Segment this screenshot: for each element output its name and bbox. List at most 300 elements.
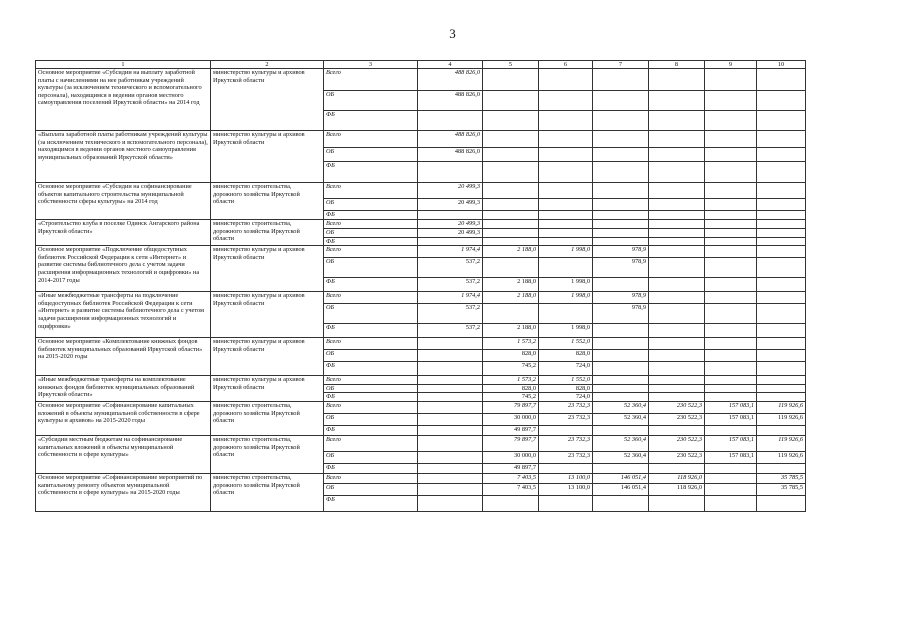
- table-row: [36, 435, 806, 451]
- measure-description: Основное мероприятие «Подключение общедоступных библиотек Российской Федерации к сети «Интернет» и развитие системы библиотечного дела с учетом задачи расширения информационных технологий и оцифровки» на 2014-2017 годы: [36, 246, 211, 292]
- funding-source: ОБ: [324, 451, 418, 463]
- amount-cell: [418, 237, 483, 246]
- amount-cell: 119 926,6: [757, 435, 806, 451]
- amount-cell: 79 897,7: [483, 401, 539, 413]
- responsible-executor: министерство строительства, дорожного хозяйства Иркутской области: [211, 401, 324, 435]
- responsible-executor: министерство строительства, дорожного хозяйства Иркутской области: [211, 220, 324, 246]
- amount-cell: [649, 69, 705, 91]
- amount-cell: [483, 258, 539, 278]
- amount-cell: 828,0: [483, 350, 539, 362]
- measure-description: «Строительство клуба в поселке Одинск Ангарского района Иркутской области»: [36, 220, 211, 246]
- amount-cell: [757, 292, 806, 304]
- amount-cell: [757, 229, 806, 238]
- amount-cell: [593, 229, 649, 238]
- amount-cell: [483, 304, 539, 324]
- amount-cell: 157 083,1: [705, 413, 757, 425]
- measure-description: «Субсидии местным бюджетам на софинансирование капитальных вложений в объекты муниципальной собственности в сфере культуры»: [36, 435, 211, 473]
- amount-cell: [418, 393, 483, 402]
- amount-cell: [483, 69, 539, 91]
- amount-cell: [649, 211, 705, 220]
- funding-source: Всего: [324, 69, 418, 91]
- amount-cell: [705, 463, 757, 473]
- column-header-7: 7: [593, 61, 649, 69]
- funding-source: ФБ: [324, 324, 418, 338]
- amount-cell: 2 188,0: [483, 324, 539, 338]
- amount-cell: 23 732,3: [539, 401, 593, 413]
- amount-cell: [705, 350, 757, 362]
- amount-cell: [418, 413, 483, 425]
- amount-cell: [705, 376, 757, 385]
- funding-source: ФБ: [324, 211, 418, 220]
- amount-cell: [757, 324, 806, 338]
- amount-cell: 488 826,0: [418, 91, 483, 111]
- amount-cell: [705, 246, 757, 258]
- amount-cell: [649, 425, 705, 435]
- amount-cell: [649, 338, 705, 350]
- funding-source: Всего: [324, 338, 418, 350]
- measure-description: Основное мероприятие «Субсидии на софинансирование объектов капитального строительства муниципальной собственности сферы культуры» на 2014 год: [36, 183, 211, 220]
- amount-cell: 745,2: [483, 362, 539, 376]
- funding-source: ФБ: [324, 111, 418, 131]
- amount-cell: [483, 237, 539, 246]
- funding-source: ФБ: [324, 362, 418, 376]
- program-funding-table: [35, 60, 806, 512]
- amount-cell: [593, 111, 649, 131]
- amount-cell: 119 926,6: [757, 401, 806, 413]
- amount-cell: [483, 148, 539, 162]
- amount-cell: [757, 131, 806, 148]
- amount-cell: 119 926,6: [757, 413, 806, 425]
- amount-cell: 745,2: [483, 393, 539, 402]
- amount-cell: [418, 473, 483, 483]
- funding-source: ОБ: [324, 91, 418, 111]
- responsible-executor: министерство строительства, дорожного хозяйства Иркутской области: [211, 435, 324, 473]
- amount-cell: [418, 376, 483, 385]
- amount-cell: [418, 338, 483, 350]
- amount-cell: [418, 350, 483, 362]
- amount-cell: [418, 162, 483, 183]
- amount-cell: [593, 220, 649, 229]
- amount-cell: [418, 211, 483, 220]
- amount-cell: 49 897,7: [483, 463, 539, 473]
- column-header-10: 10: [757, 61, 806, 69]
- amount-cell: 118 926,0: [649, 483, 705, 495]
- amount-cell: 20 499,3: [418, 183, 483, 199]
- funding-source: ОБ: [324, 199, 418, 211]
- amount-cell: [649, 278, 705, 292]
- amount-cell: [418, 111, 483, 131]
- amount-cell: [593, 425, 649, 435]
- responsible-executor: министерство строительства, дорожного хозяйства Иркутской области: [211, 473, 324, 511]
- amount-cell: 23 732,3: [539, 451, 593, 463]
- amount-cell: 1 998,0: [539, 278, 593, 292]
- amount-cell: [593, 384, 649, 393]
- funding-source: ОБ: [324, 384, 418, 393]
- amount-cell: [649, 463, 705, 473]
- funding-source: ФБ: [324, 463, 418, 473]
- amount-cell: [539, 131, 593, 148]
- amount-cell: 828,0: [483, 384, 539, 393]
- amount-cell: 7 403,5: [483, 473, 539, 483]
- amount-cell: [593, 148, 649, 162]
- amount-cell: [705, 393, 757, 402]
- amount-cell: 52 360,4: [593, 401, 649, 413]
- amount-cell: [593, 362, 649, 376]
- funding-source: ОБ: [324, 148, 418, 162]
- table-row: [36, 131, 806, 148]
- amount-cell: [757, 91, 806, 111]
- column-header-5: 5: [483, 61, 539, 69]
- amount-cell: 157 083,1: [705, 451, 757, 463]
- amount-cell: [539, 258, 593, 278]
- amount-cell: [757, 111, 806, 131]
- funding-source: ОБ: [324, 350, 418, 362]
- amount-cell: [593, 199, 649, 211]
- amount-cell: [593, 278, 649, 292]
- amount-cell: 488 826,0: [418, 69, 483, 91]
- amount-cell: [539, 229, 593, 238]
- amount-cell: [705, 362, 757, 376]
- amount-cell: [649, 324, 705, 338]
- measure-description: «Выплата заработной платы работникам учреждений культуры (за исключением технического и вспомогательного персонала), находящимся в ведении органов местного самоуправления муниципальных образований Иркутской области»: [36, 131, 211, 183]
- amount-cell: [418, 401, 483, 413]
- column-header-8: 8: [649, 61, 705, 69]
- amount-cell: [593, 324, 649, 338]
- funding-source: Всего: [324, 131, 418, 148]
- amount-cell: [705, 229, 757, 238]
- amount-cell: [757, 237, 806, 246]
- column-header-2: 2: [211, 61, 324, 69]
- measure-description: Основное мероприятие «Комплектование книжных фондов библиотек муниципальных образований Иркутской области» на 2015-2020 годы: [36, 338, 211, 376]
- amount-cell: [418, 362, 483, 376]
- amount-cell: [593, 338, 649, 350]
- column-header-9: 9: [705, 61, 757, 69]
- amount-cell: 978,9: [593, 304, 649, 324]
- amount-cell: [649, 376, 705, 385]
- responsible-executor: министерство культуры и архивов Иркутской области: [211, 69, 324, 131]
- amount-cell: [593, 376, 649, 385]
- amount-cell: [539, 162, 593, 183]
- amount-cell: [418, 483, 483, 495]
- amount-cell: [649, 246, 705, 258]
- amount-cell: [705, 292, 757, 304]
- amount-cell: [593, 463, 649, 473]
- funding-source: ОБ: [324, 413, 418, 425]
- amount-cell: 978,9: [593, 246, 649, 258]
- amount-cell: [539, 237, 593, 246]
- amount-cell: [539, 211, 593, 220]
- amount-cell: [593, 69, 649, 91]
- measure-description: «Иные межбюджетные трансферты на подключение общедоступных библиотек Российской Федерации к сети «Интернет» и развитие системы библиотечного дела с учетом задачи расширения информационных технологий и оцифровки»: [36, 292, 211, 338]
- amount-cell: 79 897,7: [483, 435, 539, 451]
- funding-source: Всего: [324, 376, 418, 385]
- amount-cell: [705, 425, 757, 435]
- amount-cell: [593, 350, 649, 362]
- amount-cell: [593, 495, 649, 511]
- responsible-executor: министерство культуры и архивов Иркутской области: [211, 131, 324, 183]
- amount-cell: [539, 199, 593, 211]
- amount-cell: [418, 384, 483, 393]
- amount-cell: [705, 304, 757, 324]
- amount-cell: [483, 183, 539, 199]
- funding-source: ФБ: [324, 278, 418, 292]
- amount-cell: 1 552,0: [539, 376, 593, 385]
- amount-cell: [418, 435, 483, 451]
- funding-source: Всего: [324, 401, 418, 413]
- table-row: [36, 473, 806, 483]
- amount-cell: [757, 258, 806, 278]
- amount-cell: [539, 425, 593, 435]
- funding-source: ФБ: [324, 237, 418, 246]
- amount-cell: [757, 376, 806, 385]
- amount-cell: [483, 131, 539, 148]
- amount-cell: [705, 258, 757, 278]
- amount-cell: 30 000,0: [483, 451, 539, 463]
- amount-cell: 52 360,4: [593, 435, 649, 451]
- amount-cell: [539, 495, 593, 511]
- amount-cell: [483, 229, 539, 238]
- amount-cell: [705, 384, 757, 393]
- amount-cell: [757, 495, 806, 511]
- amount-cell: 157 083,1: [705, 401, 757, 413]
- amount-cell: [649, 111, 705, 131]
- amount-cell: [757, 220, 806, 229]
- amount-cell: [539, 463, 593, 473]
- funding-source: Всего: [324, 435, 418, 451]
- amount-cell: 488 826,0: [418, 131, 483, 148]
- amount-cell: [705, 183, 757, 199]
- amount-cell: [649, 91, 705, 111]
- amount-cell: 230 522,3: [649, 401, 705, 413]
- responsible-executor: министерство строительства, дорожного хозяйства Иркутской области: [211, 183, 324, 220]
- table-row: [36, 338, 806, 350]
- amount-cell: 537,2: [418, 304, 483, 324]
- amount-cell: [757, 199, 806, 211]
- table-row: [36, 376, 806, 385]
- amount-cell: [649, 350, 705, 362]
- amount-cell: [483, 211, 539, 220]
- measure-description: Основное мероприятие «Софинансирование мероприятий по капитальному ремонту объектов муниципальной собственности в сфере культуры» на 2015-2020 годы: [36, 473, 211, 511]
- amount-cell: [539, 183, 593, 199]
- amount-cell: [539, 220, 593, 229]
- amount-cell: [705, 162, 757, 183]
- amount-cell: 488 826,0: [418, 148, 483, 162]
- amount-cell: [757, 350, 806, 362]
- amount-cell: 119 926,6: [757, 451, 806, 463]
- amount-cell: 230 522,3: [649, 435, 705, 451]
- amount-cell: [757, 148, 806, 162]
- amount-cell: [705, 278, 757, 292]
- funding-source: ОБ: [324, 229, 418, 238]
- column-header-1: 1: [36, 61, 211, 69]
- amount-cell: 537,2: [418, 324, 483, 338]
- amount-cell: [705, 338, 757, 350]
- amount-cell: [649, 258, 705, 278]
- amount-cell: 1 552,0: [539, 338, 593, 350]
- amount-cell: 23 732,3: [539, 435, 593, 451]
- amount-cell: [705, 220, 757, 229]
- amount-cell: [705, 483, 757, 495]
- responsible-executor: министерство культуры и архивов Иркутской области: [211, 246, 324, 292]
- amount-cell: 2 188,0: [483, 246, 539, 258]
- measure-description: Основное мероприятие «Субсидии на выплату заработной платы с начислениями на нее работникам учреждений культуры (за исключением технического и вспомогательного персонала), находящимся в ведении органов местного самоуправления поселений Иркутской области» на 2014 год: [36, 69, 211, 131]
- amount-cell: [483, 220, 539, 229]
- amount-cell: [593, 131, 649, 148]
- amount-cell: [593, 183, 649, 199]
- amount-cell: [757, 425, 806, 435]
- amount-cell: 35 785,5: [757, 473, 806, 483]
- amount-cell: 13 100,0: [539, 473, 593, 483]
- amount-cell: 23 732,3: [539, 413, 593, 425]
- amount-cell: 2 188,0: [483, 278, 539, 292]
- page-number: 3: [449, 26, 456, 41]
- amount-cell: [705, 69, 757, 91]
- amount-cell: 146 051,4: [593, 473, 649, 483]
- amount-cell: [705, 473, 757, 483]
- funding-source: ФБ: [324, 393, 418, 402]
- table-row: [36, 220, 806, 229]
- amount-cell: [649, 199, 705, 211]
- amount-cell: [705, 131, 757, 148]
- amount-cell: [649, 220, 705, 229]
- amount-cell: [539, 304, 593, 324]
- funding-source: ФБ: [324, 162, 418, 183]
- amount-cell: [757, 211, 806, 220]
- amount-cell: [649, 162, 705, 183]
- amount-cell: 828,0: [539, 384, 593, 393]
- table-row: [36, 401, 806, 413]
- amount-cell: [539, 91, 593, 111]
- amount-cell: 230 522,3: [649, 451, 705, 463]
- amount-cell: [757, 246, 806, 258]
- amount-cell: 1 998,0: [539, 324, 593, 338]
- column-header-6: 6: [539, 61, 593, 69]
- amount-cell: 978,9: [593, 292, 649, 304]
- amount-cell: [539, 148, 593, 162]
- amount-cell: [649, 292, 705, 304]
- table-row: [36, 69, 806, 91]
- column-header-3: 3: [324, 61, 418, 69]
- amount-cell: 49 897,7: [483, 425, 539, 435]
- amount-cell: 1 974,4: [418, 246, 483, 258]
- amount-cell: 157 083,1: [705, 435, 757, 451]
- funding-source: Всего: [324, 220, 418, 229]
- amount-cell: 724,0: [539, 393, 593, 402]
- amount-cell: [757, 362, 806, 376]
- amount-cell: 828,0: [539, 350, 593, 362]
- amount-cell: [705, 148, 757, 162]
- amount-cell: 1 998,0: [539, 246, 593, 258]
- amount-cell: [649, 304, 705, 324]
- amount-cell: [649, 495, 705, 511]
- funding-source: Всего: [324, 183, 418, 199]
- amount-cell: 146 051,4: [593, 483, 649, 495]
- funding-source: ФБ: [324, 495, 418, 511]
- amount-cell: 537,2: [418, 278, 483, 292]
- amount-cell: [593, 237, 649, 246]
- amount-cell: 978,9: [593, 258, 649, 278]
- amount-cell: 20 499,3: [418, 220, 483, 229]
- amount-cell: 13 100,0: [539, 483, 593, 495]
- column-header-4: 4: [418, 61, 483, 69]
- amount-cell: [757, 463, 806, 473]
- responsible-executor: министерство культуры и архивов Иркутской области: [211, 292, 324, 338]
- amount-cell: 1 998,0: [539, 292, 593, 304]
- amount-cell: [649, 362, 705, 376]
- amount-cell: [418, 463, 483, 473]
- table-row: [36, 292, 806, 304]
- amount-cell: 20 499,3: [418, 229, 483, 238]
- amount-cell: [649, 229, 705, 238]
- funding-source: ОБ: [324, 258, 418, 278]
- amount-cell: [757, 278, 806, 292]
- amount-cell: 2 188,0: [483, 292, 539, 304]
- amount-cell: 230 522,3: [649, 413, 705, 425]
- amount-cell: [649, 148, 705, 162]
- column-number-row: [36, 61, 806, 69]
- amount-cell: 35 785,5: [757, 483, 806, 495]
- amount-cell: [418, 451, 483, 463]
- amount-cell: 1 573,2: [483, 376, 539, 385]
- amount-cell: [593, 211, 649, 220]
- amount-cell: [705, 237, 757, 246]
- measure-description: «Иные межбюджетные трансферты на комплектование книжных фондов библиотек муниципальных образований Иркутской области»: [36, 376, 211, 402]
- amount-cell: 118 926,0: [649, 473, 705, 483]
- measure-description: Основное мероприятие «Софинансирование капитальных вложений в объекты муниципальной собственности в сфере культуры и архивов» на 2015-2020 годы: [36, 401, 211, 435]
- amount-cell: [483, 111, 539, 131]
- responsible-executor: министерство культуры и архивов Иркутской области: [211, 376, 324, 402]
- funding-source: Всего: [324, 292, 418, 304]
- table-row: [36, 183, 806, 199]
- amount-cell: [418, 495, 483, 511]
- amount-cell: [649, 131, 705, 148]
- amount-cell: [757, 338, 806, 350]
- amount-cell: [705, 111, 757, 131]
- amount-cell: [757, 384, 806, 393]
- amount-cell: [705, 199, 757, 211]
- amount-cell: [483, 162, 539, 183]
- amount-cell: [649, 393, 705, 402]
- amount-cell: [705, 495, 757, 511]
- amount-cell: [757, 162, 806, 183]
- amount-cell: 724,0: [539, 362, 593, 376]
- funding-source: ОБ: [324, 304, 418, 324]
- funding-source: ОБ: [324, 483, 418, 495]
- amount-cell: [757, 69, 806, 91]
- amount-cell: 1 573,2: [483, 338, 539, 350]
- amount-cell: [705, 211, 757, 220]
- responsible-executor: министерство культуры и архивов Иркутской области: [211, 338, 324, 376]
- amount-cell: [649, 183, 705, 199]
- amount-cell: [705, 324, 757, 338]
- amount-cell: [483, 495, 539, 511]
- amount-cell: [649, 237, 705, 246]
- amount-cell: [483, 199, 539, 211]
- amount-cell: [539, 69, 593, 91]
- amount-cell: 1 974,4: [418, 292, 483, 304]
- amount-cell: 7 403,5: [483, 483, 539, 495]
- amount-cell: [593, 393, 649, 402]
- amount-cell: 52 360,4: [593, 413, 649, 425]
- amount-cell: 537,2: [418, 258, 483, 278]
- amount-cell: 30 000,0: [483, 413, 539, 425]
- amount-cell: [418, 425, 483, 435]
- amount-cell: [757, 393, 806, 402]
- amount-cell: [593, 91, 649, 111]
- amount-cell: [705, 91, 757, 111]
- amount-cell: 20 499,3: [418, 199, 483, 211]
- amount-cell: [483, 91, 539, 111]
